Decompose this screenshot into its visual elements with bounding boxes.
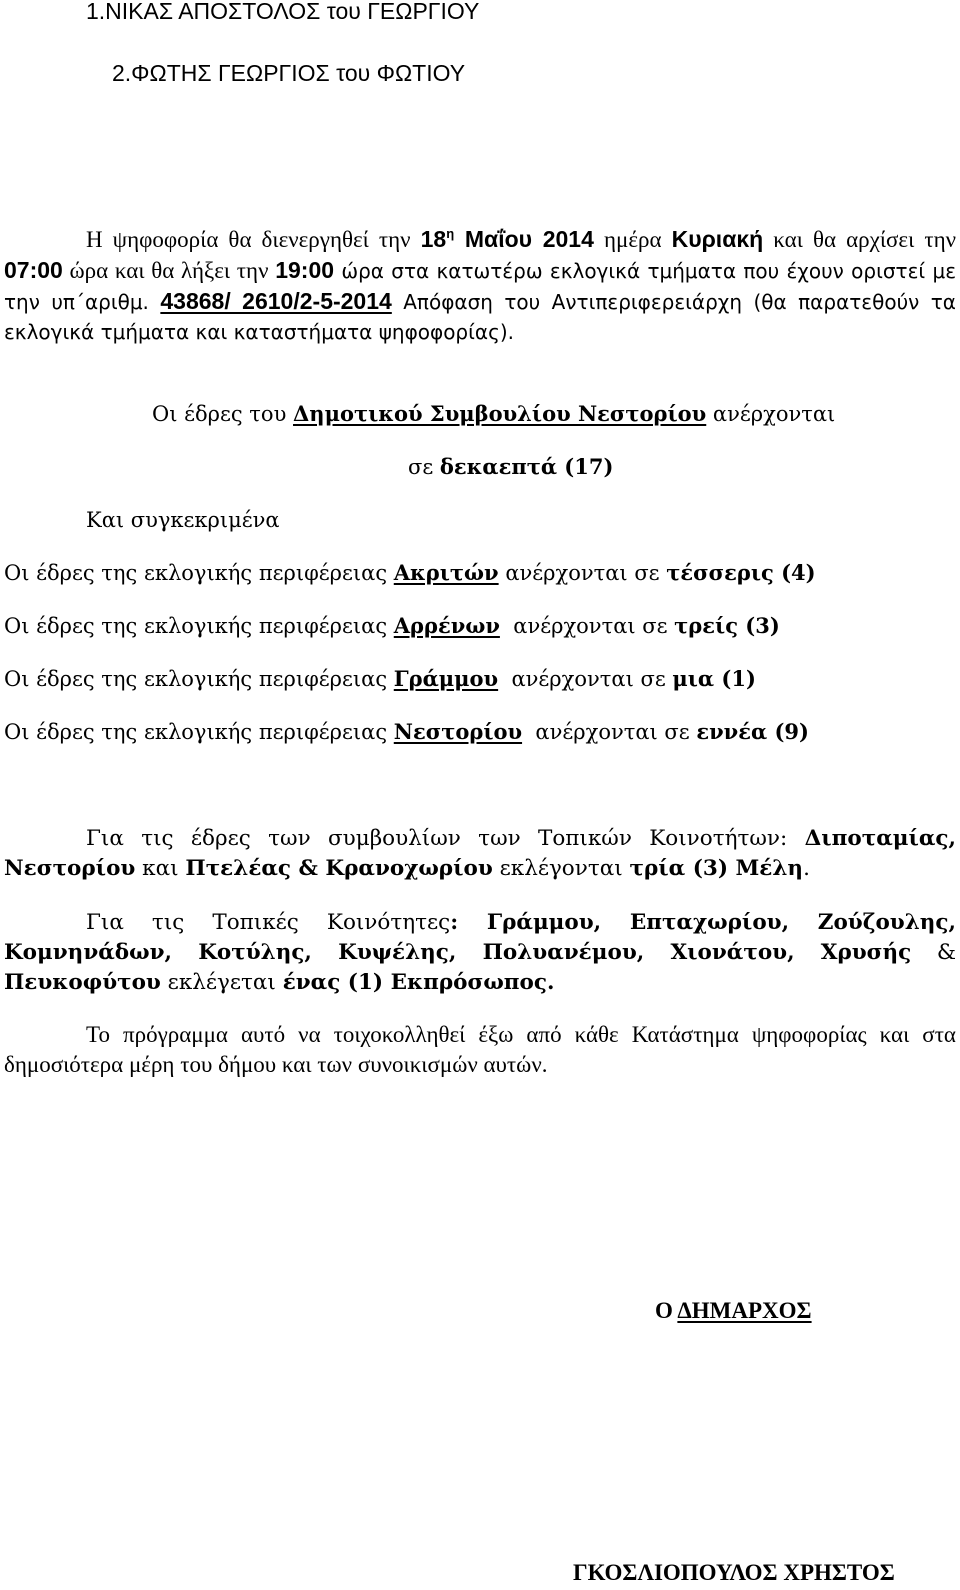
voting-day: 18 [420, 226, 447, 252]
council-seats-total: σε δεκαεπτά (17) [408, 454, 614, 479]
region-name: Νεστορίου [393, 719, 523, 744]
local-councils-members: τρία (3) Μέλη [629, 856, 804, 881]
region-name: Γράμμου [393, 666, 499, 691]
voting-paragraph: Η ψηφοφορία θα διενεργηθεί την $18^\eta$ Μαΐου 2014 ημέρα Κυριακή και θα αρχίσει την 07:00 ώρα και θα λήξει την 19:00 ώρα στα κατωτέρω εκλογικά τμήματα που έχουν οριστεί με την υπ΄αριθμ. 43868/ 2610/2-5-2014 Απόφαση του Αντιπεριφερειάρχη (θα παρατεθούν τα εκλογικά τμήματα και καταστήματα ψηφοφορίας). [4, 226, 957, 344]
posting-notice: Το πρόγραμμα αυτό να τοιχοκολληθεί έξω από κάθε Κατάστημα ψηφοφορίας και στα δημοσιότερα μέρη του δήμου και των συνοικισμών αυτών. [4, 1022, 956, 1077]
region-row: Οι έδρες της εκλογικής περιφέρειας Νεστορίου ανέρχονται σε εννέα (9) [4, 719, 809, 744]
voting-month: Μαΐου 2014 [454, 226, 594, 252]
voting-start-time: 07:00 [4, 257, 63, 283]
region-row: Οι έδρες της εκλογικής περιφέρειας Ακριτών ανέρχονται σε τέσσερις (4) [4, 560, 816, 585]
region-name: Αρρένων [393, 613, 500, 638]
mayor-name: ΓΚΟΣΛΙΟΠΟΥΛΟΣ ΧΡΗΣΤΟΣ [573, 1560, 895, 1585]
decision-number: 43868/ 2610/2-5-2014 [160, 288, 392, 314]
council-seats-intro: Οι έδρες του Δημοτικού Συμβουλίου Νεστορίου ανέρχονται [152, 401, 836, 426]
region-seats: τρείς (3) [674, 613, 780, 638]
region-seats: μια (1) [672, 666, 756, 691]
region-row: Οι έδρες της εκλογικής περιφέρειας Γράμμου ανέρχονται σε μια (1) [4, 666, 756, 691]
local-communities-names: : Γράμμου, Επταχωρίου, Ζούζουλης, Κομνηνάδων, Κοτύλης, Κυψέλης, Πολυανέμου, Χιονάτου, Χρυσής [4, 910, 957, 965]
voting-end-time: 19:00 [275, 257, 335, 283]
specifically-label: Και συγκεκριμένα [86, 508, 280, 532]
candidate-2: 2.ΦΩΤΗΣ ΓΕΩΡΓΙΟΣ του ΦΩΤΙΟΥ [112, 60, 466, 86]
region-seats: εννέα (9) [696, 719, 809, 744]
local-representative-count: ένας (1) Εκπρόσωπος. [282, 970, 555, 995]
region-row: Οι έδρες της εκλογικής περιφέρειας Αρρένων ανέρχονται σε τρείς (3) [4, 613, 780, 638]
local-councils-paragraph: Για τις έδρες των συμβουλίων των Τοπικών Κοινοτήτων: Διποταμίας, Νεστορίου και Πτελέας & Κρανοχωρίου εκλέγονται τρία (3) Μέλη. [4, 826, 956, 881]
region-seats: τέσσερις (4) [666, 560, 816, 585]
local-representatives-paragraph: Για τις Τοπικές Κοινότητες: Γράμμου, Επταχωρίου, Ζούζουλης, Κομνηνάδων, Κοτύλης, Κυψέλης, Πολυανέμου, Χιονάτου, Χρυσής & Πευκοφύτου εκλέγεται ένας (1) Εκπρόσωπος. [4, 910, 957, 995]
voting-weekday: Κυριακή [671, 226, 764, 252]
candidate-1: 1.ΝΙΚΑΣ ΑΠΟΣΤΟΛΟΣ του ΓΕΩΡΓΙΟΥ [86, 0, 480, 24]
council-name: Δημοτικού Συμβουλίου Νεστορίου [293, 401, 707, 426]
council-seats-count: δεκαεπτά (17) [439, 454, 614, 479]
local-councils-names: Διποταμίας, Νεστορίου [4, 826, 956, 881]
region-name: Ακριτών [393, 560, 499, 585]
mayor-title: Ο ΔΗΜΑΡΧΟΣ [655, 1298, 812, 1323]
